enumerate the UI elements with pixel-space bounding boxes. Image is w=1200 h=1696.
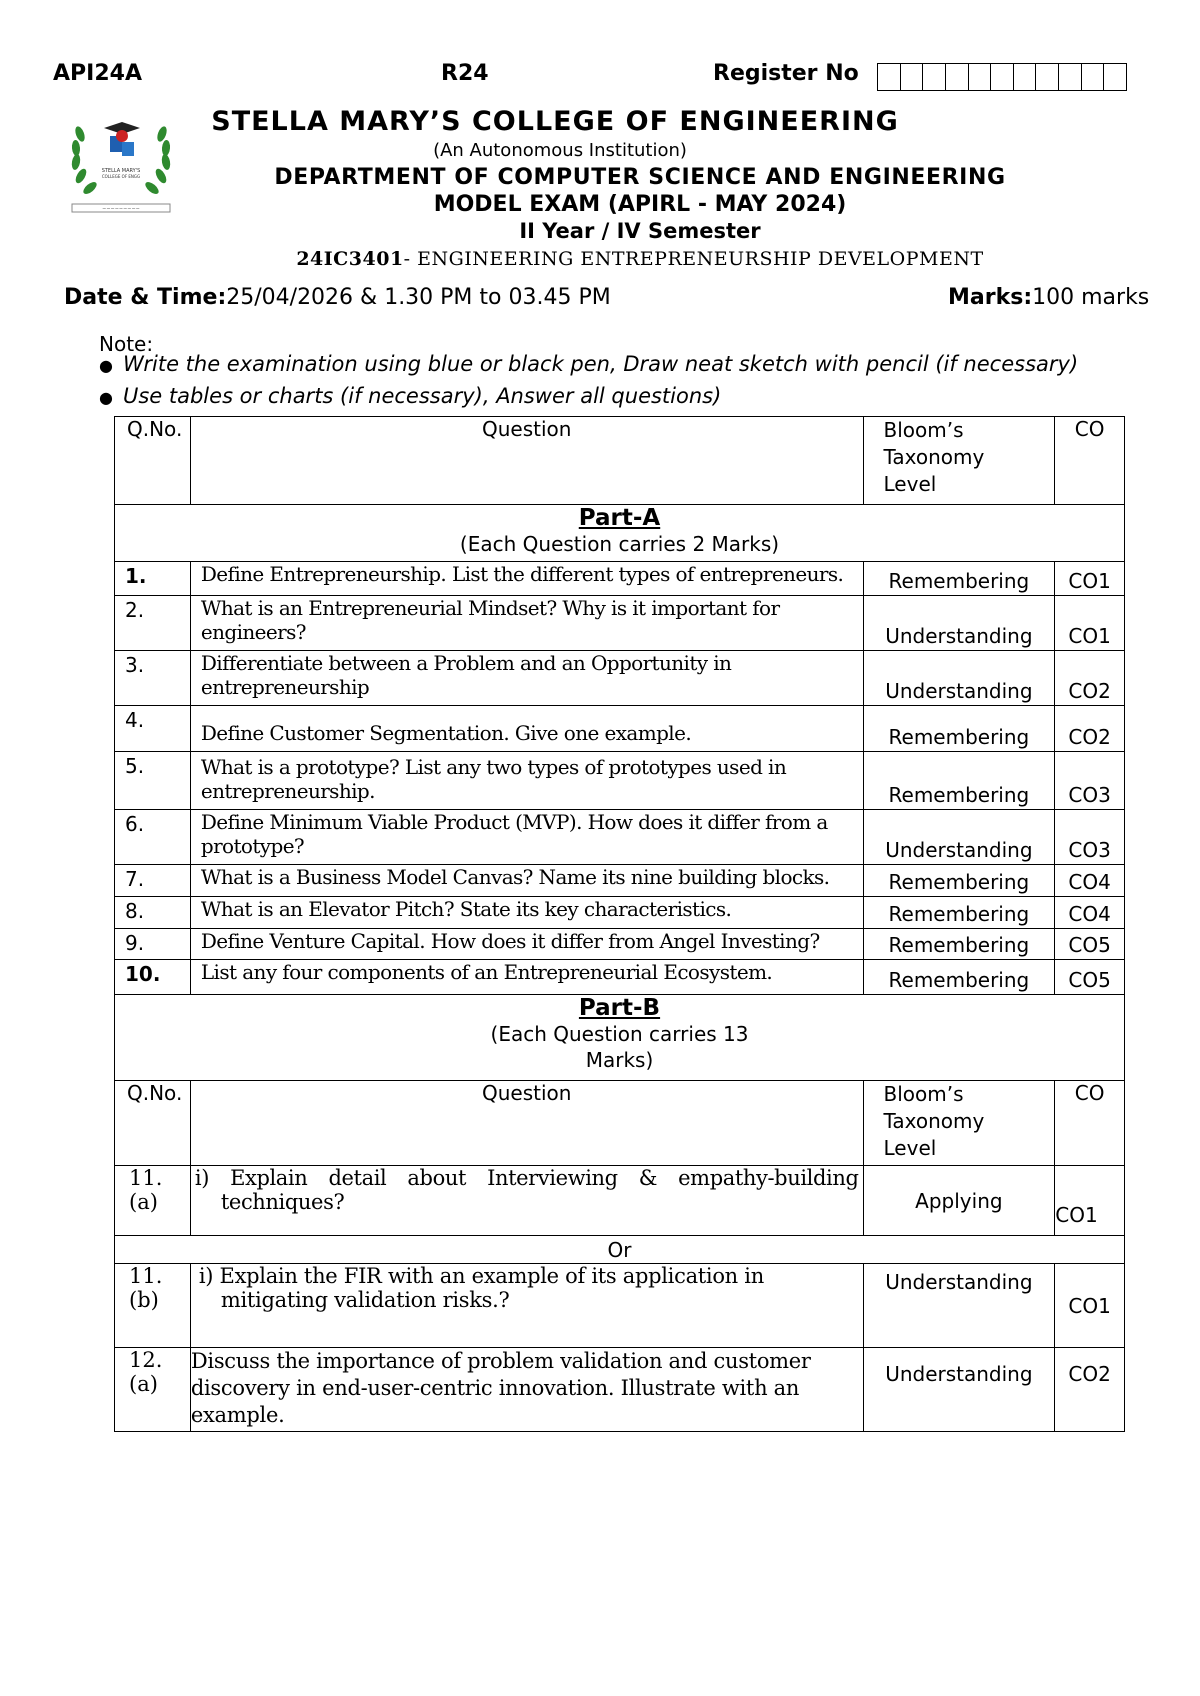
course-outcome: CO2 — [1055, 651, 1125, 706]
date-value: 25/04/2026 & 1.30 PM to 03.45 PM — [226, 285, 611, 310]
course-code: 24IC3401 — [296, 248, 404, 270]
course-outcome: CO1 — [1055, 562, 1125, 596]
note-label: Note: — [99, 332, 154, 356]
regulation: R24 — [441, 61, 489, 86]
register-digit-box[interactable] — [878, 64, 901, 90]
svg-text:~~~~~~~~~: ~~~~~~~~~ — [102, 206, 140, 212]
header-question: Question — [190, 417, 863, 505]
course-outcome: CO1 — [1055, 596, 1125, 651]
question-number: 11.(a) — [115, 1166, 191, 1236]
course-outcome: CO2 — [1055, 706, 1125, 752]
college-logo-icon — [66, 114, 176, 222]
blooms-level: Understanding — [863, 596, 1055, 651]
marks — [948, 285, 1149, 310]
course-outcome: CO2 — [1055, 1348, 1125, 1432]
table-header-row — [115, 417, 1125, 505]
table-row — [115, 596, 1125, 651]
blooms-line: Bloom’s — [883, 1082, 964, 1106]
question-text: Define Customer Segmentation. Give one example. — [190, 706, 863, 752]
register-digit-box[interactable] — [901, 64, 924, 90]
register-no-label: Register No — [713, 61, 859, 86]
register-digit-box[interactable] — [1104, 64, 1126, 90]
note-item — [99, 352, 1078, 376]
register-digit-box[interactable] — [969, 64, 992, 90]
department-name: DEPARTMENT OF COMPUTER SCIENCE AND ENGINEERING — [274, 165, 1006, 190]
part-b-subtitle: Marks) — [585, 1048, 654, 1072]
blooms-level: Remembering — [863, 897, 1055, 929]
question-text — [190, 1348, 863, 1432]
register-digit-box[interactable] — [923, 64, 946, 90]
part-b-heading — [115, 995, 1125, 1081]
header-blooms — [863, 1081, 1055, 1166]
blooms-level: Understanding — [863, 651, 1055, 706]
question-line: i) Explain detail about Interviewing & empathy-building — [194, 1166, 859, 1190]
part-a-heading — [115, 505, 1125, 562]
header-co: CO — [1055, 1081, 1125, 1166]
note-text: Use tables or charts (if necessary), Answer all questions) — [122, 384, 722, 408]
question-number: 3. — [115, 651, 191, 706]
register-digit-box[interactable] — [1059, 64, 1082, 90]
blooms-line: Taxonomy — [883, 445, 985, 469]
question-number: 10. — [115, 960, 191, 995]
header-qno: Q.No. — [115, 1081, 191, 1166]
question-text: What is an Entrepreneurial Mindset? Why is it important for engineers? — [190, 596, 863, 651]
question-number: 2. — [115, 596, 191, 651]
or-label: Or — [115, 1236, 1125, 1264]
blooms-line: Level — [883, 1136, 937, 1160]
blooms-line: Bloom’s — [883, 418, 964, 442]
question-number: 1. — [115, 562, 191, 596]
question-line: techniques? — [220, 1190, 345, 1214]
table-row — [115, 897, 1125, 929]
blooms-level: Remembering — [863, 706, 1055, 752]
exam-code: API24A — [53, 61, 142, 86]
table-row — [115, 706, 1125, 752]
part-a-rows — [115, 562, 1125, 995]
question-number: 11.(b) — [115, 1264, 191, 1348]
institution-subtitle: (An Autonomous Institution) — [433, 140, 687, 161]
blooms-level: Remembering — [863, 929, 1055, 960]
course-outcome: CO1 — [1055, 1264, 1125, 1348]
question-text: Define Venture Capital. How does it differ from Angel Investing? — [190, 929, 863, 960]
course-outcome: CO4 — [1055, 897, 1125, 929]
table-row — [115, 752, 1125, 810]
course-outcome: CO1 — [1055, 1166, 1125, 1236]
question-number: 7. — [115, 865, 191, 897]
course-outcome: CO5 — [1055, 960, 1125, 995]
header-blooms — [863, 417, 1055, 505]
header-qno: Q.No. — [115, 417, 191, 505]
blooms-level: Remembering — [863, 960, 1055, 995]
question-text: Define Minimum Viable Product (MVP). How does it differ from a prototype? — [190, 810, 863, 865]
question-number: 5. — [115, 752, 191, 810]
date-label: Date & Time: — [64, 285, 227, 310]
marks-value: 100 marks — [1032, 285, 1150, 310]
exam-title: MODEL EXAM (APIRL - MAY 2024) — [433, 192, 847, 217]
course-outcome: CO5 — [1055, 929, 1125, 960]
table-header-row — [115, 1081, 1125, 1166]
table-row — [115, 810, 1125, 865]
date-time — [64, 285, 611, 310]
question-number: 8. — [115, 897, 191, 929]
note-text: Write the examination using blue or black pen, Draw neat sketch with pencil (if necessary) — [122, 352, 1079, 376]
table-row — [115, 929, 1125, 960]
table-row — [115, 1264, 1125, 1348]
register-no-boxes[interactable] — [877, 63, 1127, 91]
register-digit-box[interactable] — [1036, 64, 1059, 90]
question-line: Discuss the importance of problem validation and customer — [190, 1349, 811, 1373]
course-outcome: CO3 — [1055, 752, 1125, 810]
svg-text:COLLEGE OF ENGG: COLLEGE OF ENGG — [101, 174, 141, 179]
question-line: i) Explain the FIR with an example of its application in — [198, 1264, 764, 1288]
blooms-level: Understanding — [863, 1348, 1055, 1432]
question-text: List any four components of an Entrepreneurial Ecosystem. — [190, 960, 863, 995]
register-digit-box[interactable] — [1014, 64, 1037, 90]
bullet-icon: ● — [99, 388, 113, 407]
question-text: What is a prototype? List any two types of prototypes used in entrepreneurship. — [190, 752, 863, 810]
question-text — [190, 1166, 863, 1236]
course-outcome: CO3 — [1055, 810, 1125, 865]
table-row — [115, 960, 1125, 995]
header-question: Question — [190, 1081, 863, 1166]
question-text: Define Entrepreneurship. List the different types of entrepreneurs. — [190, 562, 863, 596]
table-row — [115, 651, 1125, 706]
part-b-heading-row — [115, 995, 1125, 1081]
blooms-level: Remembering — [863, 562, 1055, 596]
question-line: mitigating validation risks.? — [220, 1288, 510, 1312]
table-row — [115, 1166, 1125, 1236]
blooms-line: Taxonomy — [883, 1109, 985, 1133]
course-title — [200, 248, 1080, 270]
table-row — [115, 562, 1125, 596]
question-text: Differentiate between a Problem and an Opportunity in entrepreneurship — [190, 651, 863, 706]
question-number: 4. — [115, 706, 191, 752]
bullet-icon: ● — [99, 356, 113, 375]
question-line: example. — [190, 1403, 285, 1427]
part-a-subtitle: (Each Question carries 2 Marks) — [459, 532, 780, 556]
blooms-level: Remembering — [863, 865, 1055, 897]
year-semester: II Year / IV Semester — [519, 219, 761, 243]
register-digit-box[interactable] — [946, 64, 969, 90]
blooms-level: Understanding — [863, 1264, 1055, 1348]
register-digit-box[interactable] — [1082, 64, 1105, 90]
question-line: discovery in end-user-centric innovation. Illustrate with an — [190, 1376, 800, 1400]
blooms-level: Understanding — [863, 810, 1055, 865]
course-outcome: CO4 — [1055, 865, 1125, 897]
part-a-title: Part-A — [578, 505, 661, 531]
note-item — [99, 384, 721, 408]
header-co: CO — [1055, 417, 1125, 505]
question-text — [190, 1264, 863, 1348]
question-text: What is a Business Model Canvas? Name its nine building blocks. — [190, 865, 863, 897]
part-b-subtitle: (Each Question carries 13 — [490, 1022, 749, 1046]
course-name: - ENGINEERING ENTREPRENEURSHIP DEVELOPMENT — [403, 248, 984, 270]
blooms-level: Applying — [863, 1166, 1055, 1236]
register-digit-box[interactable] — [991, 64, 1014, 90]
part-a-heading-row — [115, 505, 1125, 562]
or-row — [115, 1236, 1125, 1264]
college-name: STELLA MARY’S COLLEGE OF ENGINEERING — [211, 106, 899, 137]
question-number: 12.(a) — [115, 1348, 191, 1432]
question-table — [114, 416, 1125, 1432]
blooms-level: Remembering — [863, 752, 1055, 810]
question-text: What is an Elevator Pitch? State its key characteristics. — [190, 897, 863, 929]
question-number: 9. — [115, 929, 191, 960]
table-row — [115, 865, 1125, 897]
question-number: 6. — [115, 810, 191, 865]
blooms-line: Level — [883, 472, 937, 496]
table-row — [115, 1348, 1125, 1432]
marks-label: Marks: — [948, 285, 1033, 310]
part-b-title: Part-B — [578, 995, 661, 1021]
svg-text:STELLA MARY'S: STELLA MARY'S — [101, 168, 141, 174]
